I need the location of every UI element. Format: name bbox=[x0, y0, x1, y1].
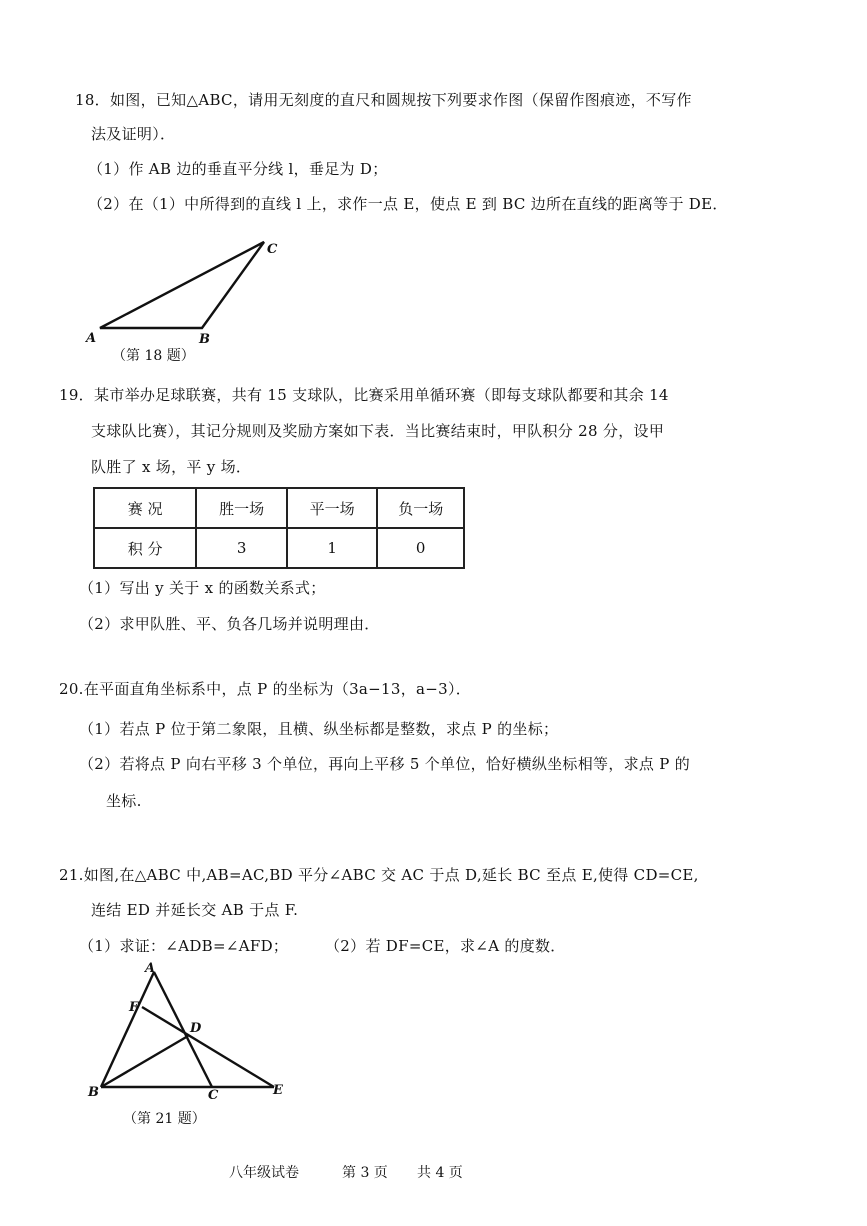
q21-part1: （1）求证：∠ADB=∠AFD； bbox=[79, 937, 289, 955]
q21-segment-bd bbox=[101, 1036, 188, 1087]
table-row bbox=[94, 528, 464, 568]
q21-label-d: D bbox=[190, 1021, 202, 1036]
table-cell: 3 bbox=[196, 528, 287, 568]
q21-line2: 连结 ED 并延长交 AB 于点 F. bbox=[91, 901, 299, 919]
q20-part2b: 坐标. bbox=[106, 792, 142, 810]
q18-label-b: B bbox=[199, 332, 210, 347]
footer-grade: 八年级试卷 bbox=[229, 1165, 299, 1181]
q20-part1: （1）若点 P 位于第二象限，且横、纵坐标都是整数，求点 P 的坐标； bbox=[79, 720, 559, 738]
q21-part2: （2）若 DF=CE，求∠A 的度数． bbox=[325, 937, 566, 955]
q18-line1: 18．如图，已知△ABC，请用无刻度的直尺和圆规按下列要求作图（保留作图痕迹，不写作 bbox=[75, 91, 692, 109]
q21-label-f: F bbox=[129, 1000, 139, 1015]
scoring-table bbox=[93, 487, 465, 569]
table-cell: 1 bbox=[287, 528, 378, 568]
q18-part1: （1）作 AB 边的垂直平分线 l，垂足为 D； bbox=[88, 160, 388, 178]
q19-part1: （1）写出 y 关于 x 的函数关系式； bbox=[79, 579, 326, 597]
q21-segment-fe bbox=[142, 1007, 274, 1087]
q19-line1: 19．某市举办足球联赛，共有 15 支球队，比赛采用单循环赛（即每支球队都要和其余 14 bbox=[59, 386, 669, 404]
table-cell: 积 分 bbox=[94, 528, 196, 568]
q20-part2: （2）若将点 P 向右平移 3 个单位，再向上平移 5 个单位，恰好横纵坐标相等，求点 P 的 bbox=[79, 755, 691, 773]
q19-line2: 支球队比赛），其记分规则及奖励方案如下表．当比赛结束时，甲队积分 28 分，设甲 bbox=[91, 422, 665, 440]
q21-line1: 21.如图,在△ABC 中,AB=AC,BD 平分∠ABC 交 AC 于点 D,延长 BC 至点 E,使得 CD=CE, bbox=[59, 866, 699, 884]
table-header-cell: 赛 况 bbox=[94, 488, 196, 528]
q19-line3: 队胜了 x 场，平 y 场． bbox=[91, 458, 252, 476]
q21-label-c: C bbox=[208, 1088, 219, 1103]
footer-total: 共 4 页 bbox=[417, 1165, 463, 1181]
table-row bbox=[94, 488, 464, 528]
q21-label-e: E bbox=[273, 1083, 283, 1098]
table-header-cell: 平一场 bbox=[287, 488, 378, 528]
q18-part2: （2）在（1）中所得到的直线 l 上，求作一点 E，使点 E 到 BC 边所在直线的距离等于 DE． bbox=[88, 195, 728, 213]
q21-segment-ab bbox=[101, 972, 154, 1087]
table-header-cell: 胜一场 bbox=[196, 488, 287, 528]
q18-label-c: C bbox=[267, 242, 278, 257]
q18-caption: （第 18 题） bbox=[112, 348, 195, 364]
q21-label-a: A bbox=[145, 961, 156, 976]
table-header-cell: 负一场 bbox=[377, 488, 464, 528]
q20-line1: 20.在平面直角坐标系中，点 P 的坐标为（3a−13，a−3）． bbox=[59, 680, 472, 698]
q18-triangle bbox=[100, 242, 264, 328]
q21-label-b: B bbox=[88, 1085, 99, 1100]
q18-label-a: A bbox=[86, 331, 97, 346]
q19-part2: （2）求甲队胜、平、负各几场并说明理由． bbox=[79, 615, 380, 633]
footer-page: 第 3 页 bbox=[342, 1165, 388, 1181]
q21-segment-ac bbox=[154, 972, 212, 1087]
q18-line2: 法及证明）． bbox=[91, 125, 176, 143]
table-cell: 0 bbox=[377, 528, 464, 568]
q21-caption: （第 21 题） bbox=[123, 1111, 206, 1127]
